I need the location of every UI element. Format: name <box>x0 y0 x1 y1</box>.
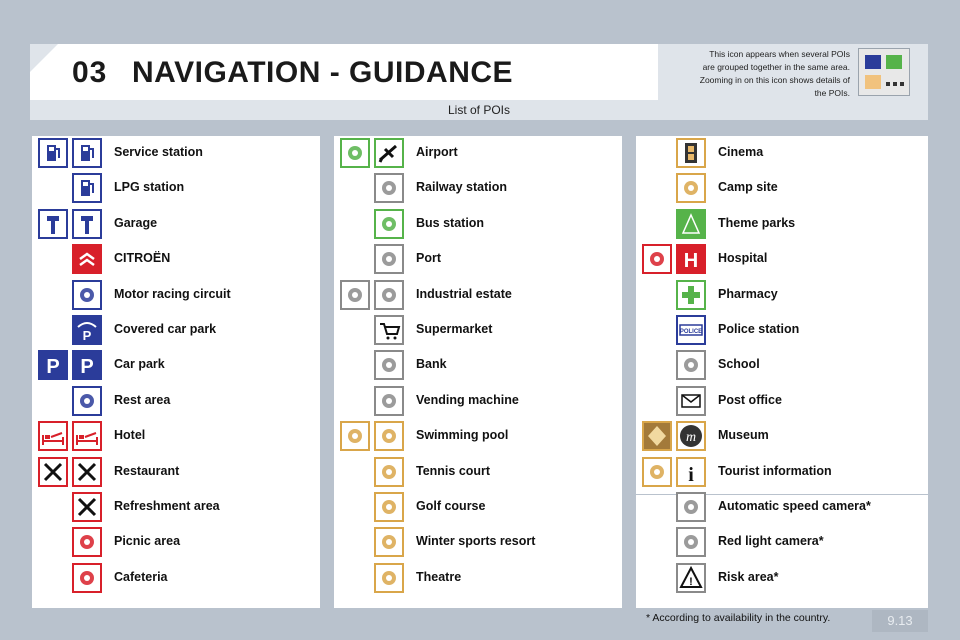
chapter-number: 03 <box>72 56 108 89</box>
poi-label: Port <box>416 251 441 266</box>
bed-icon <box>38 421 68 451</box>
refreshment-icon <box>72 492 102 522</box>
poi-row <box>334 455 622 490</box>
poi-label: School <box>718 357 760 372</box>
envelope-icon <box>676 386 706 416</box>
parking-p-icon <box>72 350 102 380</box>
factory-icon <box>374 280 404 310</box>
poi-column-2 <box>334 136 622 608</box>
skier-icon <box>374 527 404 557</box>
poi-row <box>334 490 622 525</box>
poi-row <box>32 136 320 171</box>
poi-row <box>334 313 622 348</box>
poi-label: Police station <box>718 322 800 336</box>
poi-label: Swimming pool <box>416 428 509 443</box>
poi-label: Motor racing circuit <box>114 286 231 301</box>
airport-grid-icon <box>340 138 370 168</box>
poi-label: Cinema <box>718 145 764 159</box>
poi-label: Theatre <box>416 569 462 584</box>
fork-knife-icon <box>72 457 102 487</box>
poi-label: Hotel <box>114 428 146 443</box>
poi-row <box>334 525 622 560</box>
airplane-icon <box>374 138 404 168</box>
poi-label: Airport <box>416 145 458 159</box>
poi-label: Bus station <box>416 215 485 230</box>
footnote: * According to availability in the country. <box>646 612 831 624</box>
poi-row <box>636 525 928 560</box>
poi-label: Pharmacy <box>718 286 778 301</box>
svg-text:P: P <box>82 328 92 343</box>
speed-camera-icon <box>676 492 706 522</box>
poi-label: Rest area <box>114 392 171 407</box>
poi-label: Car park <box>114 357 165 372</box>
poi-row <box>636 384 928 419</box>
svg-text:P: P <box>80 356 94 379</box>
bank-icon <box>374 350 404 380</box>
poi-row <box>32 525 320 560</box>
poi-row <box>32 313 320 348</box>
citroen-chevron-icon <box>72 244 102 274</box>
poi-label: Industrial estate <box>416 286 512 301</box>
poi-row <box>636 207 928 242</box>
poi-label: Hospital <box>718 251 768 266</box>
film-icon <box>676 138 706 168</box>
swimmer-icon <box>374 421 404 451</box>
poi-label: Camp site <box>718 180 778 195</box>
note-line: Zooming in on this icon shows details of <box>699 75 850 85</box>
poi-label: LPG station <box>114 180 185 195</box>
coffee-cup-icon <box>72 563 102 593</box>
poi-row <box>636 490 928 525</box>
poi-label: Restaurant <box>114 463 180 478</box>
bed-icon <box>72 421 102 451</box>
poi-row <box>32 242 320 277</box>
picnic-table-icon <box>72 527 102 557</box>
bus-icon <box>374 209 404 239</box>
svg-text:POLICE: POLICE <box>679 329 703 335</box>
poi-row <box>334 278 622 313</box>
poi-label: Tennis court <box>416 463 491 478</box>
golf-icon <box>374 492 404 522</box>
poi-row <box>636 455 928 490</box>
note-line: This icon appears when several POIs <box>709 49 850 59</box>
poi-row <box>334 136 622 171</box>
poi-row <box>334 384 622 419</box>
museum-m-icon <box>676 421 706 451</box>
poi-row <box>32 561 320 596</box>
poi-row <box>32 490 320 525</box>
poi-label: Theme parks <box>718 215 796 230</box>
poi-label: Risk area* <box>718 569 779 584</box>
rest-area-trees-icon <box>72 386 102 416</box>
poi-row <box>334 242 622 277</box>
tourist-view-icon <box>642 457 672 487</box>
poi-row <box>636 419 928 454</box>
ship-icon <box>374 244 404 274</box>
poi-row <box>32 455 320 490</box>
museum-diamond-icon <box>642 421 672 451</box>
svg-text:H: H <box>683 250 699 273</box>
poi-column-1 <box>32 136 320 608</box>
pharmacy-cross-icon <box>676 280 706 310</box>
svg-text:!: ! <box>689 575 693 588</box>
town-hall-icon <box>642 244 672 274</box>
sports-center-icon <box>340 421 370 451</box>
poi-label: Garage <box>114 215 158 230</box>
warning-triangle-icon <box>676 563 706 593</box>
wrench-icon <box>38 209 68 239</box>
poi-row <box>636 171 928 206</box>
theatre-icon <box>374 563 404 593</box>
poi-label: Covered car park <box>114 322 217 336</box>
poi-label: CITROËN <box>114 251 171 266</box>
parking-p-icon <box>38 350 68 380</box>
shopping-cart-icon <box>374 315 404 345</box>
section-subtitle: List of POIs <box>447 103 511 117</box>
poi-label: Refreshment area <box>114 499 220 513</box>
poi-row <box>636 348 928 383</box>
tennis-icon <box>374 457 404 487</box>
poi-row <box>32 207 320 242</box>
hospital-h-icon <box>676 244 706 274</box>
poi-row <box>32 419 320 454</box>
poi-row <box>636 313 928 348</box>
note-line: the POIs. <box>814 88 850 98</box>
poi-label: Automatic speed camera* <box>718 499 871 513</box>
fuel-pump-icon <box>72 138 102 168</box>
poi-row <box>32 384 320 419</box>
poi-label: Red light camera* <box>718 534 824 549</box>
poi-label: Cafeteria <box>114 569 168 584</box>
poi-label: Service station <box>114 145 203 159</box>
info-i-icon <box>676 457 706 487</box>
poi-row <box>334 419 622 454</box>
svg-text:i: i <box>688 463 694 485</box>
poi-label: Supermarket <box>416 322 493 336</box>
fork-knife-icon <box>38 457 68 487</box>
poi-row <box>636 136 928 171</box>
poi-label: Tourist information <box>718 463 832 478</box>
poi-cluster-icon <box>858 48 910 96</box>
poi-column-3 <box>636 136 928 608</box>
poi-label: Vending machine <box>416 392 519 407</box>
svg-text:P: P <box>46 356 60 379</box>
poi-label: Winter sports resort <box>416 534 536 549</box>
tent-icon <box>676 173 706 203</box>
note-line: are grouped together in the same area. <box>702 62 850 72</box>
poi-label: Golf course <box>416 499 486 513</box>
police-icon <box>676 315 706 345</box>
poi-label: Railway station <box>416 180 507 195</box>
poi-row <box>32 348 320 383</box>
page-number: 9.13 <box>872 610 928 632</box>
school-children-icon <box>676 350 706 380</box>
poi-label: Bank <box>416 357 447 372</box>
poi-row <box>334 207 622 242</box>
fuel-pump-icon <box>38 138 68 168</box>
poi-row <box>32 278 320 313</box>
poi-row <box>636 278 928 313</box>
svg-text:m: m <box>685 430 697 446</box>
cluster-icon-note <box>660 48 850 100</box>
poi-row <box>636 242 928 277</box>
poi-row <box>334 171 622 206</box>
red-light-camera-icon <box>676 527 706 557</box>
wrench-icon <box>72 209 102 239</box>
poi-row <box>32 171 320 206</box>
theme-park-icon <box>676 209 706 239</box>
vending-machine-icon <box>374 386 404 416</box>
poi-row <box>334 348 622 383</box>
poi-row <box>334 561 622 596</box>
poi-row <box>636 561 928 596</box>
poi-label: Post office <box>718 392 782 407</box>
page-title: NAVIGATION - GUIDANCE <box>132 56 514 89</box>
lpg-pump-icon <box>72 173 102 203</box>
covered-parking-icon <box>72 315 102 345</box>
poi-label: Picnic area <box>114 534 181 549</box>
train-icon <box>374 173 404 203</box>
racing-circuit-icon <box>72 280 102 310</box>
poi-label: Museum <box>718 428 769 443</box>
factory-icon <box>340 280 370 310</box>
